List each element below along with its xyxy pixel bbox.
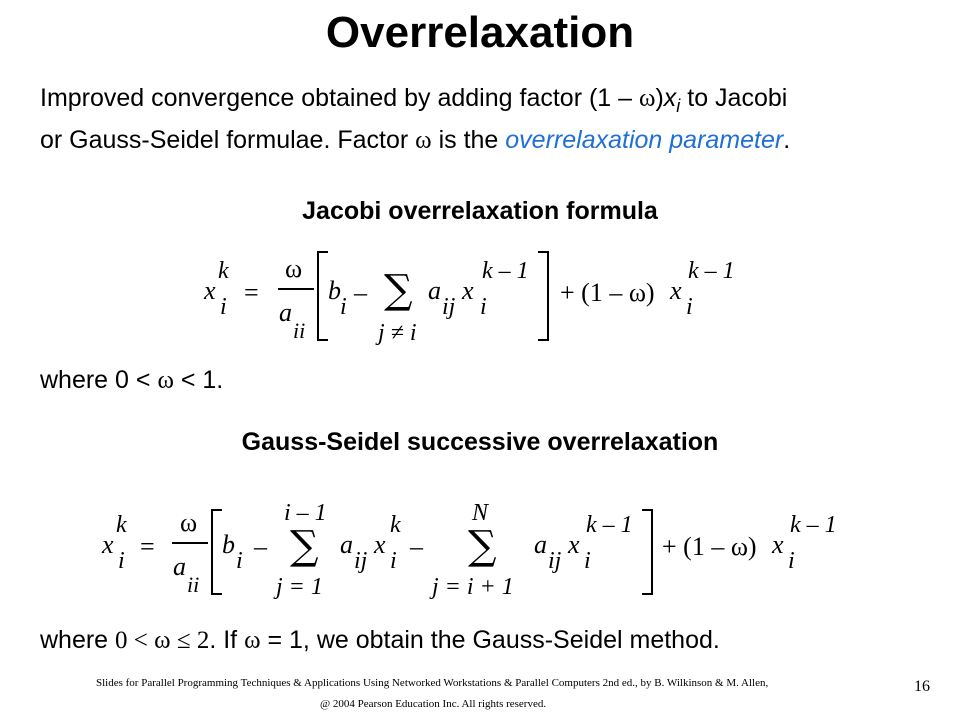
page-number: 16 (914, 678, 930, 695)
fraction-bar (172, 542, 208, 544)
gauss-seidel-formula: x k i = ω a ii b i – i – 1 ∑ j = 1 a ij x k i – N ∑ j = i + 1 a ij x k – 1 i + (1 – ω) x k – 1 i (102, 500, 837, 600)
intro-line-2: or Gauss-Seidel formulae. Factor ω is the overrelaxation parameter. (40, 126, 791, 154)
overrelaxation-parameter-term: overrelaxation parameter (505, 126, 784, 154)
jacobi-formula: x k i = ω a ii b i – ∑ j ≠ i a ij x k – 1 i + (1 – ω) x k – 1 i (0, 250, 960, 360)
jacobi-heading: Jacobi overrelaxation formula (302, 197, 658, 225)
footer-credit: Slides for Parallel Programming Techniques & Applications Using Networked Workstations & Parallel Computers 2nd ed., by B. Wilkinson & M. Allen, (96, 677, 769, 689)
fraction-bar (278, 288, 314, 290)
slide-title: Overrelaxation (325, 8, 635, 57)
right-bracket (638, 508, 658, 596)
jacobi-where: where 0 < ω < 1. (40, 366, 224, 394)
gauss-seidel-where: where 0 < ω ≤ 2. If ω = 1, we obtain the Gauss-Seidel method. (40, 626, 720, 654)
intro-line-1: Improved convergence obtained by adding factor $(1 - \omega)x_i$ to Jacobi (40, 84, 788, 116)
footer-copyright: @ 2004 Pearson Education Inc. All rights reserved. (320, 698, 547, 710)
gauss-seidel-heading: Gauss-Seidel successive overrelaxation (241, 428, 719, 456)
right-bracket (534, 250, 554, 342)
